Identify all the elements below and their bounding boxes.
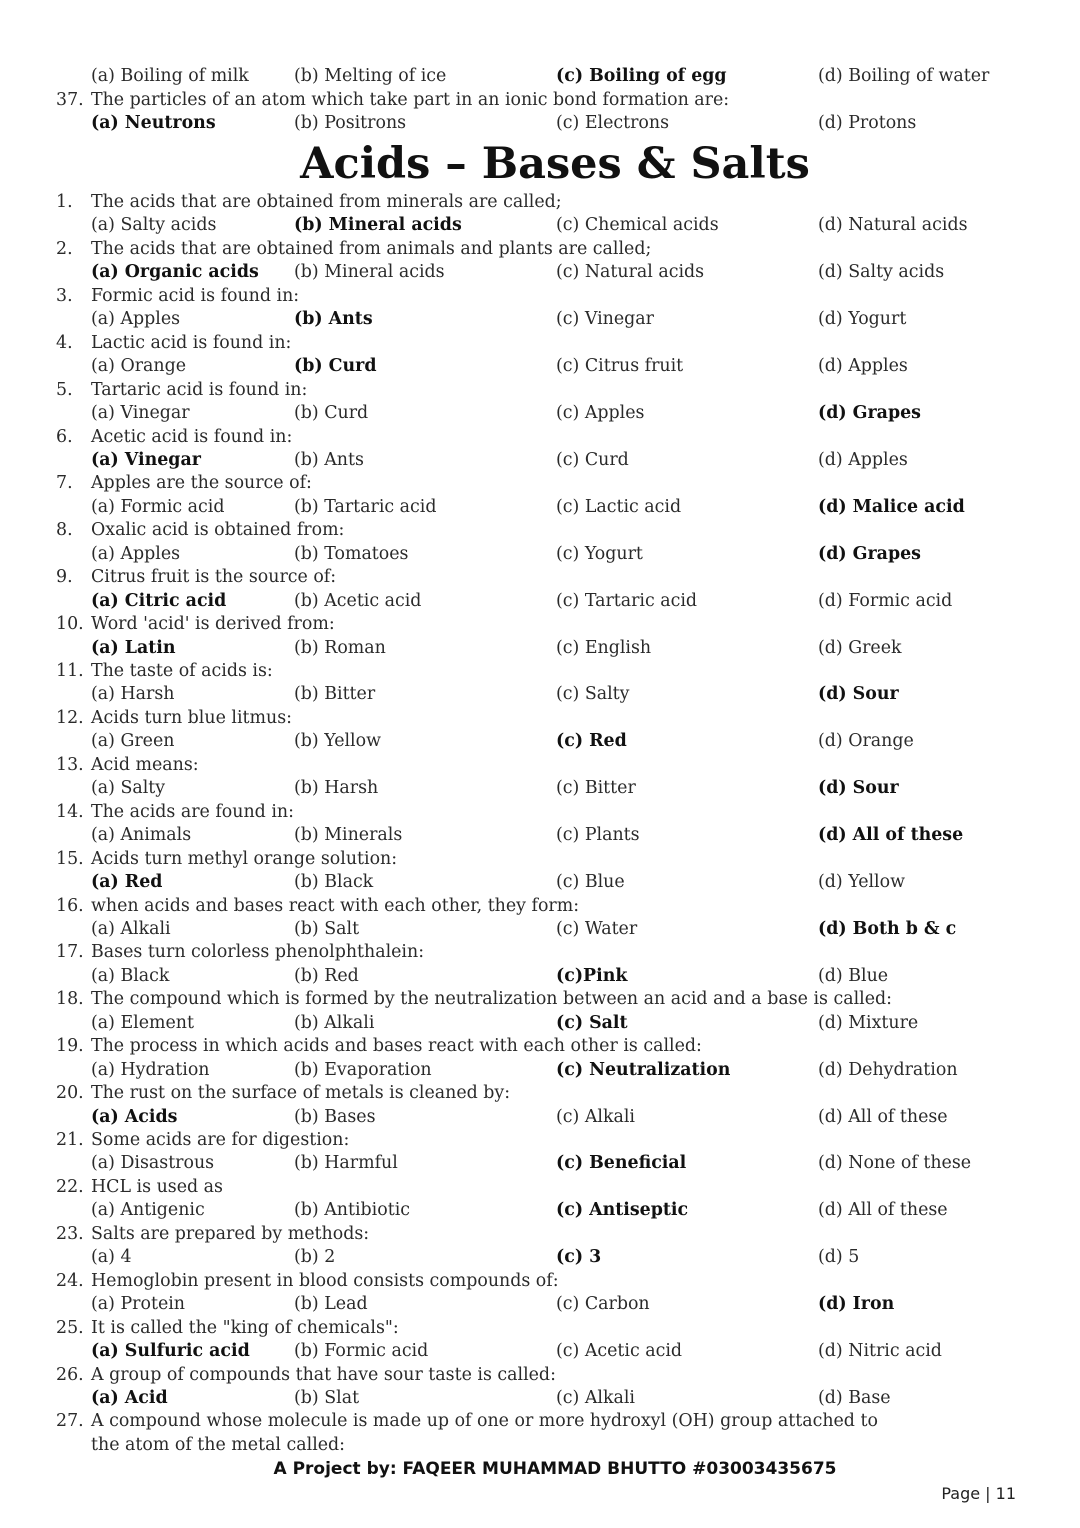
option-d: (d) Protons xyxy=(818,113,917,133)
option-c-answer: (c) 3 xyxy=(556,1247,602,1268)
option-d: (d) Greek xyxy=(818,637,902,658)
question-row xyxy=(0,191,1080,214)
question-row xyxy=(0,1317,1080,1340)
option-a-answer: (a) Neutrons xyxy=(91,113,216,133)
option-d-answer: (d) Grapes xyxy=(818,403,921,424)
options-row xyxy=(0,871,1080,894)
options-row xyxy=(0,543,1080,566)
question-text: Citrus fruit is the source of: xyxy=(91,567,337,588)
options-row xyxy=(0,1106,1080,1129)
option-a: (a) Salty xyxy=(91,778,166,799)
question-text: Oxalic acid is obtained from: xyxy=(91,520,345,541)
option-c-answer: (c) Boiling of egg xyxy=(556,66,727,86)
question-text: A group of compounds that have sour taste is called: xyxy=(91,1364,556,1385)
question-number: 14. xyxy=(56,801,84,822)
question-row xyxy=(0,379,1080,402)
option-a: (a) Apples xyxy=(91,309,181,330)
question-number: 19. xyxy=(56,1036,84,1057)
option-a: (a) Apples xyxy=(91,543,181,564)
question-number: 3. xyxy=(56,285,73,306)
question-text: It is called the "king of chemicals": xyxy=(91,1317,399,1338)
option-a-answer: (a) Organic acids xyxy=(91,262,259,283)
option-d: (d) Apples xyxy=(818,449,908,470)
option-d: (d) Boiling of water xyxy=(818,66,990,86)
options-row xyxy=(0,308,1080,331)
option-c: (c) Natural acids xyxy=(556,262,705,283)
question-number: 13. xyxy=(56,754,84,775)
options-row xyxy=(0,1152,1080,1175)
question-text: The compound which is formed by the neutralization between an acid and a base is called: xyxy=(91,989,892,1010)
question-text: The rust on the surface of metals is cleaned by: xyxy=(91,1083,511,1104)
option-d-answer: (d) Sour xyxy=(818,684,899,705)
option-c: (c) Lactic acid xyxy=(556,496,682,517)
option-d: (d) Blue xyxy=(818,965,889,986)
question-number: 12. xyxy=(56,707,84,728)
question-text: The particles of an atom which take part in an ionic bond formation are: xyxy=(91,90,730,110)
options-row xyxy=(0,355,1080,378)
option-d: (d) Yellow xyxy=(818,872,905,893)
question-text: The acids are found in: xyxy=(91,801,294,822)
option-d-answer: (d) Sour xyxy=(818,778,899,799)
option-c-answer: (c) Antiseptic xyxy=(556,1200,689,1221)
options-row xyxy=(0,449,1080,472)
option-d: (d) Base xyxy=(818,1387,891,1408)
question-text: Formic acid is found in: xyxy=(91,285,300,306)
option-c: (c) Blue xyxy=(556,872,625,893)
option-a: (a) Animals xyxy=(91,825,192,846)
question-row xyxy=(0,285,1080,308)
option-b: (b) Ants xyxy=(294,449,364,470)
option-b: (b) Slat xyxy=(294,1387,360,1408)
question-number: 25. xyxy=(56,1317,84,1338)
question-text: Hemoglobin present in blood consists compounds of: xyxy=(91,1270,559,1291)
option-b: (b) Tartaric acid xyxy=(294,496,437,517)
question-text-continued-row xyxy=(0,1434,1080,1457)
option-b: (b) Bitter xyxy=(294,684,376,705)
question-number: 5. xyxy=(56,379,73,400)
option-c: (c) Vinegar xyxy=(556,309,654,330)
option-b-answer: (b) Mineral acids xyxy=(294,215,462,236)
option-b: (b) Antibiotic xyxy=(294,1200,410,1221)
question-number: 24. xyxy=(56,1270,84,1291)
question-row xyxy=(0,332,1080,355)
question-row xyxy=(0,426,1080,449)
option-b: (b) Minerals xyxy=(294,825,403,846)
option-a: (a) Green xyxy=(91,731,175,752)
options-row xyxy=(0,777,1080,800)
question-number: 10. xyxy=(56,614,84,635)
option-d-answer: (d) Iron xyxy=(818,1294,895,1315)
option-c: (c) Electrons xyxy=(556,113,670,133)
question-number: 18. xyxy=(56,989,84,1010)
question-number: 4. xyxy=(56,332,73,353)
option-b: (b) Acetic acid xyxy=(294,590,422,611)
option-a: (a) Boiling of milk xyxy=(91,66,249,86)
option-b: (b) Black xyxy=(294,872,374,893)
options-row xyxy=(0,918,1080,941)
question-number: 15. xyxy=(56,848,84,869)
option-b: (b) Salt xyxy=(294,918,360,939)
option-b-answer: (b) Ants xyxy=(294,309,373,330)
option-c: (c) Bitter xyxy=(556,778,636,799)
option-c: (c) Carbon xyxy=(556,1294,650,1315)
question-row xyxy=(0,238,1080,261)
question-row xyxy=(0,472,1080,495)
question-number: 8. xyxy=(56,520,73,541)
question-text-continued: the atom of the metal called: xyxy=(91,1434,346,1455)
question-row xyxy=(0,1176,1080,1199)
question-row xyxy=(0,660,1080,683)
question-text: The process in which acids and bases react with each other is called: xyxy=(91,1036,702,1057)
option-d: (d) Salty acids xyxy=(818,262,945,283)
question-row xyxy=(0,988,1080,1011)
options-row xyxy=(0,1059,1080,1082)
option-c: (c) Water xyxy=(556,918,638,939)
question-number: 2. xyxy=(56,238,73,259)
options-row xyxy=(0,1293,1080,1316)
continued-options-row xyxy=(0,65,1080,88)
option-c: (c) Alkali xyxy=(556,1106,635,1127)
options-row xyxy=(0,1387,1080,1410)
option-b: (b) 2 xyxy=(294,1247,336,1268)
options-row xyxy=(0,496,1080,519)
option-b: (b) Tomatoes xyxy=(294,543,409,564)
option-a-answer: (a) Vinegar xyxy=(91,449,201,470)
option-a: (a) 4 xyxy=(91,1247,132,1268)
option-c: (c) Plants xyxy=(556,825,640,846)
question-text: Acetic acid is found in: xyxy=(91,426,293,447)
question-text: when acids and bases react with each other, they form: xyxy=(91,895,580,916)
options-row xyxy=(0,824,1080,847)
question-text: Lactic acid is found in: xyxy=(91,332,292,353)
option-b: (b) Formic acid xyxy=(294,1341,429,1362)
question-number: 7. xyxy=(56,473,73,494)
option-b: (b) Evaporation xyxy=(294,1059,432,1080)
option-d-answer: (d) Both b & c xyxy=(818,918,957,939)
options-row xyxy=(0,637,1080,660)
question-text: The acids that are obtained from animals and plants are called; xyxy=(91,238,652,259)
question-row xyxy=(0,1410,1080,1433)
option-b-answer: (b) Curd xyxy=(294,356,377,377)
option-c: (c) Alkali xyxy=(556,1387,635,1408)
section-title: Acids – Bases & Salts xyxy=(300,139,810,189)
option-a: (a) Harsh xyxy=(91,684,175,705)
question-text: HCL is used as xyxy=(91,1176,223,1197)
options-row xyxy=(0,1012,1080,1035)
option-d: (d) Formic acid xyxy=(818,590,953,611)
option-b: (b) Yellow xyxy=(294,731,381,752)
question-row xyxy=(0,613,1080,636)
question-row xyxy=(0,1082,1080,1105)
question-text: The acids that are obtained from minerals are called; xyxy=(91,192,562,212)
question-row xyxy=(0,801,1080,824)
option-d: (d) All of these xyxy=(818,1106,948,1127)
question-row xyxy=(0,848,1080,871)
option-c: (c) Acetic acid xyxy=(556,1341,683,1362)
options-row xyxy=(0,1199,1080,1222)
option-c: (c) Yogurt xyxy=(556,543,643,564)
option-a-answer: (a) Acids xyxy=(91,1106,178,1127)
question-number: 1. xyxy=(56,192,73,212)
question-row xyxy=(0,707,1080,730)
option-c: (c) Chemical acids xyxy=(556,215,719,236)
question-text: Acids turn blue litmus: xyxy=(91,707,292,728)
page-number: Page | 11 xyxy=(941,1484,1016,1503)
question-number: 9. xyxy=(56,567,73,588)
option-a-answer: (a) Red xyxy=(91,872,163,893)
question-text: Some acids are for digestion: xyxy=(91,1130,350,1150)
option-a: (a) Orange xyxy=(91,356,187,377)
option-b: (b) Melting of ice xyxy=(294,66,447,86)
question-number: 27. xyxy=(56,1411,84,1432)
question-row xyxy=(0,1270,1080,1293)
question-number: 11. xyxy=(56,661,84,681)
question-text: Bases turn colorless phenolphthalein: xyxy=(91,942,425,963)
option-b: (b) Bases xyxy=(294,1106,376,1127)
option-a: (a) Element xyxy=(91,1012,194,1033)
option-a: (a) Black xyxy=(91,965,170,986)
question-text: Tartaric acid is found in: xyxy=(91,379,308,400)
question-row xyxy=(0,566,1080,589)
question-number: 23. xyxy=(56,1223,84,1244)
question-number: 16. xyxy=(56,895,84,916)
option-b: (b) Lead xyxy=(294,1294,368,1315)
options-row xyxy=(0,1246,1080,1269)
option-a-answer: (a) Latin xyxy=(91,637,176,658)
question-number: 26. xyxy=(56,1364,84,1385)
option-d: (d) Mixture xyxy=(818,1012,919,1033)
question-text: A compound whose molecule is made up of one or more hydroxyl (OH) group attached to xyxy=(91,1411,878,1432)
question-row xyxy=(0,895,1080,918)
options-row xyxy=(0,214,1080,237)
options-row xyxy=(0,683,1080,706)
question-row xyxy=(0,519,1080,542)
question-37-options xyxy=(0,112,1080,135)
question-number: 22. xyxy=(56,1176,84,1197)
option-d-answer: (d) All of these xyxy=(818,825,964,846)
option-a-answer: (a) Acid xyxy=(91,1387,168,1408)
option-c: (c) Tartaric acid xyxy=(556,590,698,611)
option-a: (a) Alkali xyxy=(91,918,171,939)
option-d-answer: (d) Grapes xyxy=(818,543,921,564)
question-row xyxy=(0,1223,1080,1246)
option-a-answer: (a) Citric acid xyxy=(91,590,227,611)
option-d-answer: (d) Malice acid xyxy=(818,496,965,517)
question-row xyxy=(0,941,1080,964)
question-text: Acid means: xyxy=(91,754,199,775)
question-37 xyxy=(0,89,1080,112)
question-text: Word 'acid' is derived from: xyxy=(91,614,335,635)
question-text: Apples are the source of: xyxy=(91,473,312,494)
option-c-answer: (c) Beneficial xyxy=(556,1153,687,1174)
options-row xyxy=(0,261,1080,284)
option-b: (b) Curd xyxy=(294,403,369,424)
option-c: (c) Curd xyxy=(556,449,629,470)
option-a: (a) Salty acids xyxy=(91,215,217,236)
option-a-answer: (a) Sulfuric acid xyxy=(91,1341,250,1362)
option-a: (a) Protein xyxy=(91,1294,185,1315)
option-d: (d) Dehydration xyxy=(818,1059,958,1080)
option-d: (d) Orange xyxy=(818,731,914,752)
option-b: (b) Red xyxy=(294,965,359,986)
option-d: (d) None of these xyxy=(818,1153,972,1174)
question-number: 21. xyxy=(56,1130,84,1150)
option-b: (b) Positrons xyxy=(294,113,407,133)
option-a: (a) Disastrous xyxy=(91,1153,215,1174)
option-a: (a) Antigenic xyxy=(91,1200,205,1221)
options-row xyxy=(0,590,1080,613)
option-d: (d) Nitric acid xyxy=(818,1341,942,1362)
options-row xyxy=(0,965,1080,988)
option-b: (b) Harsh xyxy=(294,778,379,799)
option-c: (c) Citrus fruit xyxy=(556,356,684,377)
option-d: (d) Apples xyxy=(818,356,908,377)
option-d: (d) Natural acids xyxy=(818,215,968,236)
option-c-answer: (c)Pink xyxy=(556,965,628,986)
option-c: (c) Salty xyxy=(556,684,630,705)
question-row xyxy=(0,1035,1080,1058)
option-c-answer: (c) Neutralization xyxy=(556,1059,731,1080)
question-number: 17. xyxy=(56,942,84,963)
option-c: (c) English xyxy=(556,637,652,658)
options-row xyxy=(0,1340,1080,1363)
option-d: (d) All of these xyxy=(818,1200,948,1221)
option-c: (c) Apples xyxy=(556,403,645,424)
option-d: (d) 5 xyxy=(818,1247,860,1268)
footer-credit: A Project by: FAQEER MUHAMMAD BHUTTO #03003435675 xyxy=(273,1459,837,1479)
question-text: Acids turn methyl orange solution: xyxy=(91,848,398,869)
question-number: 20. xyxy=(56,1083,84,1104)
option-a: (a) Hydration xyxy=(91,1059,210,1080)
question-row xyxy=(0,1364,1080,1387)
question-number: 37. xyxy=(56,90,84,110)
question-row xyxy=(0,754,1080,777)
options-row xyxy=(0,730,1080,753)
option-b: (b) Mineral acids xyxy=(294,262,445,283)
option-b: (b) Alkali xyxy=(294,1012,375,1033)
question-text: The taste of acids is: xyxy=(91,661,273,681)
option-c-answer: (c) Salt xyxy=(556,1012,628,1033)
option-d: (d) Yogurt xyxy=(818,309,907,330)
option-c-answer: (c) Red xyxy=(556,731,627,752)
option-a: (a) Vinegar xyxy=(91,403,190,424)
question-row xyxy=(0,1129,1080,1152)
question-number: 6. xyxy=(56,426,73,447)
option-b: (b) Harmful xyxy=(294,1153,398,1174)
options-row xyxy=(0,402,1080,425)
question-text: Salts are prepared by methods: xyxy=(91,1223,370,1244)
option-b: (b) Roman xyxy=(294,637,386,658)
option-a: (a) Formic acid xyxy=(91,496,225,517)
